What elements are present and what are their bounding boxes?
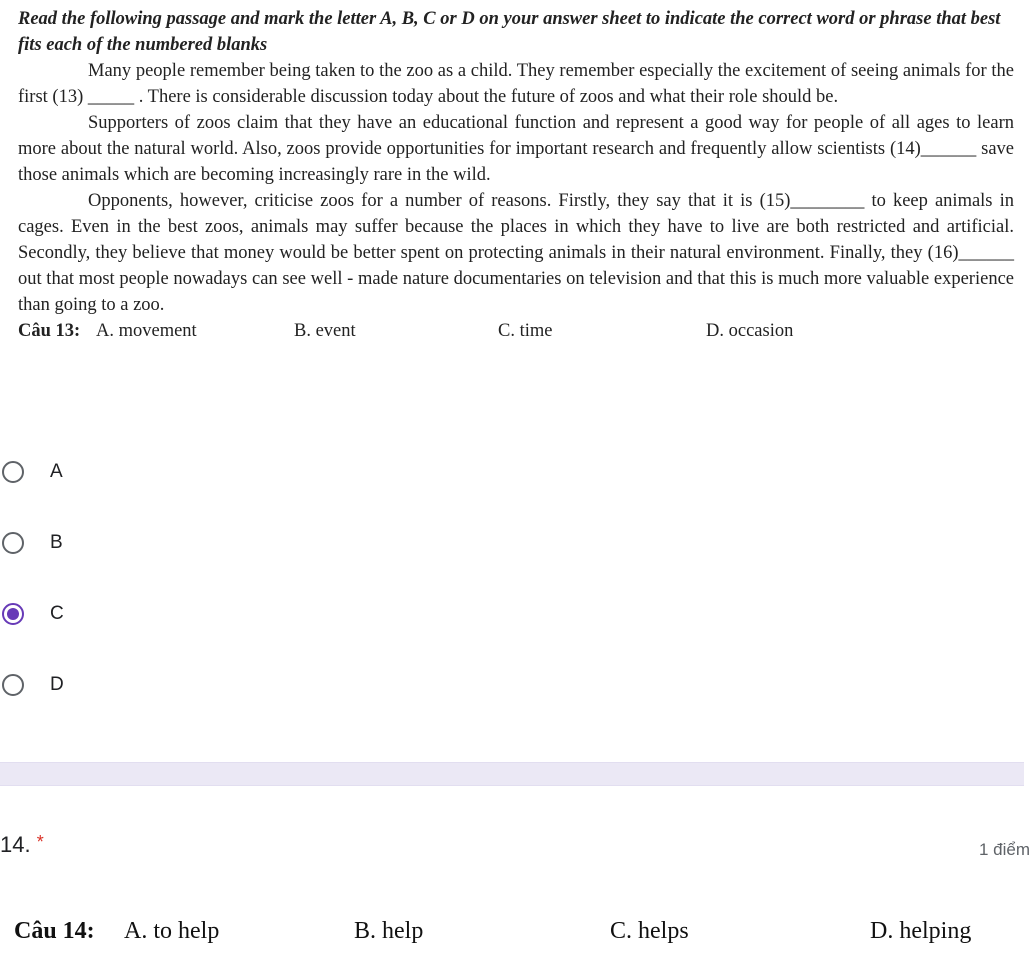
q14-option-c: C. helps	[610, 918, 689, 944]
passage-paragraph-1: Many people remember being taken to the zoo as a child. They remember especially the excitement of seeing animals for the first (13) _____ . There is considerable discussion today about the future of zoos and what their role should be.	[18, 61, 1014, 107]
q14-options-line	[14, 918, 1014, 952]
q13-choice-a[interactable]	[0, 454, 63, 490]
q14-number: 14.	[0, 832, 31, 857]
q14-option-b: B. help	[354, 918, 424, 944]
required-mark: *	[36, 832, 44, 852]
radio-button-d[interactable]	[2, 674, 24, 696]
radio-button-b[interactable]	[2, 532, 24, 554]
instruction-text: Read the following passage and mark the letter A, B, C or D on your answer sheet to indicate the correct word or phrase that best fits each of the numbered blanks	[18, 9, 1001, 55]
section-divider	[0, 762, 1024, 786]
choice-label-d: D	[50, 674, 64, 695]
q14-title	[0, 832, 44, 858]
q14-points: 1 điểm	[978, 840, 1030, 859]
q13-options-line	[18, 318, 1014, 344]
radio-button-c-selected[interactable]	[2, 603, 24, 625]
passage-block	[18, 6, 1014, 344]
q13-option-a: A. movement	[96, 321, 197, 341]
q14-option-a: A. to help	[124, 918, 220, 944]
choice-label-c: C	[50, 603, 64, 624]
q13-option-d: D. occasion	[706, 321, 794, 341]
q13-label: Câu 13:	[18, 321, 81, 341]
q14-option-d: D. helping	[870, 918, 972, 944]
passage-paragraph-3: Opponents, however, criticise zoos for a number of reasons. Firstly, they say that it is (15)________ to keep animals in cages. Even in the best zoos, animals may suffer because the places in which they have to live are both restricted and artificial. Secondly, they believe that money would be better spent on protecting animals in their natural environment. Finally, they (16)______ out that most people nowadays can see well - made nature documentaries on television and that this is much more valuable experience than going to a zoo.	[18, 191, 1014, 315]
radio-selected-dot-icon	[7, 608, 19, 620]
choice-label-b: B	[50, 532, 63, 553]
q13-option-b: B. event	[294, 321, 356, 341]
radio-button-a[interactable]	[2, 461, 24, 483]
q13-choice-b[interactable]	[0, 525, 63, 561]
q13-choice-c[interactable]	[0, 596, 64, 632]
q13-choice-d[interactable]	[0, 667, 64, 703]
passage-paragraph-2: Supporters of zoos claim that they have an educational function and represent a good way for people of all ages to learn more about the natural world. Also, zoos provide opportunities for important research and frequently allow scientists (14)______ save those animals which are becoming increasingly rare in the wild.	[18, 113, 1014, 185]
q14-label: Câu 14:	[14, 918, 95, 944]
choice-label-a: A	[50, 461, 63, 482]
q13-option-c: C. time	[498, 321, 553, 341]
